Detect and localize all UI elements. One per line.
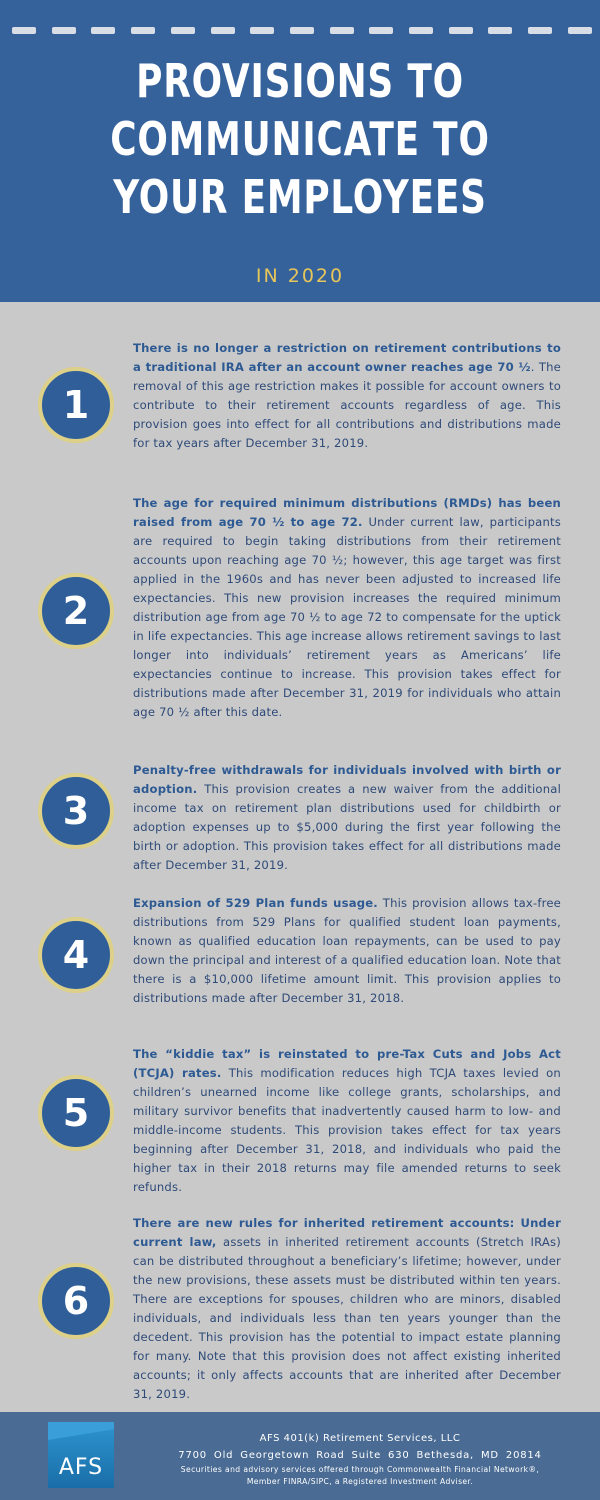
number-badge: 6	[38, 1263, 114, 1339]
provision-text	[133, 494, 561, 722]
page-subtitle: IN 2020	[255, 265, 345, 287]
number-badge: 3	[38, 773, 114, 849]
provision-heading: There are new rules for inherited retirement accounts: Under current law,	[133, 1216, 561, 1249]
header-banner	[0, 0, 600, 302]
provision-body: . The removal of this age restriction makes it possible for account owners to contribute to their retirement accounts regardless of age. This provision goes into effect for all contributions and distributions made for tax years after December 31, 2019.	[133, 360, 561, 450]
provision-heading: The age for required minimum distributions (RMDs) has been raised from age 70 ½ to age 72.	[133, 496, 561, 529]
provision-heading: Expansion of 529 Plan funds usage.	[133, 896, 378, 910]
disclaimer-line-1: Securities and advisory services offered through Commonwealth Financial Network®,	[180, 1465, 540, 1474]
provision-body: assets in inherited retirement accounts (Stretch IRAs) can be distributed throughout a beneficiary’s lifetime; however, under the new provisions, these assets must be distributed within ten years. There are exceptions for spouses, children who are minors, disabled individuals, and individuals less than ten years younger than the decedent. This provision has the potential to impact estate planning for many. Note that this provision does not affect existing inherited accounts; it only affects accounts that are inherited after December 31, 2019.	[133, 1235, 561, 1401]
number-badge: 5	[38, 1075, 114, 1151]
disclaimer-line-2: Member FINRA/SIPC, a Registered Investment Adviser.	[246, 1477, 474, 1486]
provision-heading: Penalty-free withdrawals for individuals involved with birth or adoption.	[133, 763, 561, 796]
afs-logo	[48, 1422, 114, 1488]
provision-body: This provision allows tax-free distributions from 529 Plans for qualified student loan payments, known as qualified education loan repayments, can be used to pay down the principal and interest of a qualified education loan. Note that there is a $10,000 lifetime amount limit. This provision applies to distributions made after December 31, 2018.	[133, 896, 561, 1005]
provision-text	[133, 339, 561, 453]
number-badge: 4	[38, 917, 114, 993]
logo-stripe-icon	[48, 1422, 114, 1440]
footer-contact	[130, 1430, 590, 1488]
number-badge: 1	[38, 367, 114, 443]
provision-text	[133, 761, 561, 875]
provision-heading: The “kiddie tax” is reinstated to pre-Tax Cuts and Jobs Act (TCJA) rates.	[133, 1047, 561, 1080]
provision-body: This modification reduces high TCJA taxes levied on children’s unearned income like college grants, scholarships, and military survivor benefits that inadvertently caused harm to low- and middle-income students. This provision takes effect for tax years beginning after December 31, 2018, and individuals who paid the higher tax in their 2018 returns may file amended returns to seek refunds.	[133, 1066, 561, 1194]
provision-heading: There is no longer a restriction on retirement contributions to a traditional IRA after an account owner reaches age 70 ½	[133, 341, 561, 374]
provision-text	[133, 1214, 561, 1404]
company-address: 7700 Old Georgetown Road Suite 630 Bethesda, MD 20814	[178, 1450, 542, 1461]
decorative-dashes	[12, 27, 592, 35]
number-badge: 2	[38, 573, 114, 649]
page-title: PROVISIONS TO COMMUNICATE TO YOUR EMPLOYEES	[110, 54, 490, 224]
provision-text	[133, 1045, 561, 1197]
logo-text: AFS	[58, 1455, 104, 1480]
company-name: AFS 401(k) Retirement Services, LLC	[259, 1433, 461, 1444]
provision-body: This provision creates a new waiver from the additional income tax on retirement plan distributions used for childbirth or adoption expenses up to $5,000 during the first year following the birth or adoption. This provision takes effect for all distributions made after December 31, 2019.	[133, 782, 561, 872]
provision-body: Under current law, participants are required to begin taking distributions from their retirement accounts upon reaching age 70 ½; however, this age target was first applied in the 1960s and has never been adjusted to increased life expectancies. This new provision increases the required minimum distribution age from age 70 ½ to age 72 to compensate for the uptick in life expectancies. This age increase allows retirement savings to last longer into individuals’ retirement years as Americans’ life expectancies continue to increase. This provision takes effect for distributions made after December 31, 2019 for individuals who attain age 70 ½ after this date.	[133, 515, 562, 719]
provision-text	[133, 894, 561, 1008]
